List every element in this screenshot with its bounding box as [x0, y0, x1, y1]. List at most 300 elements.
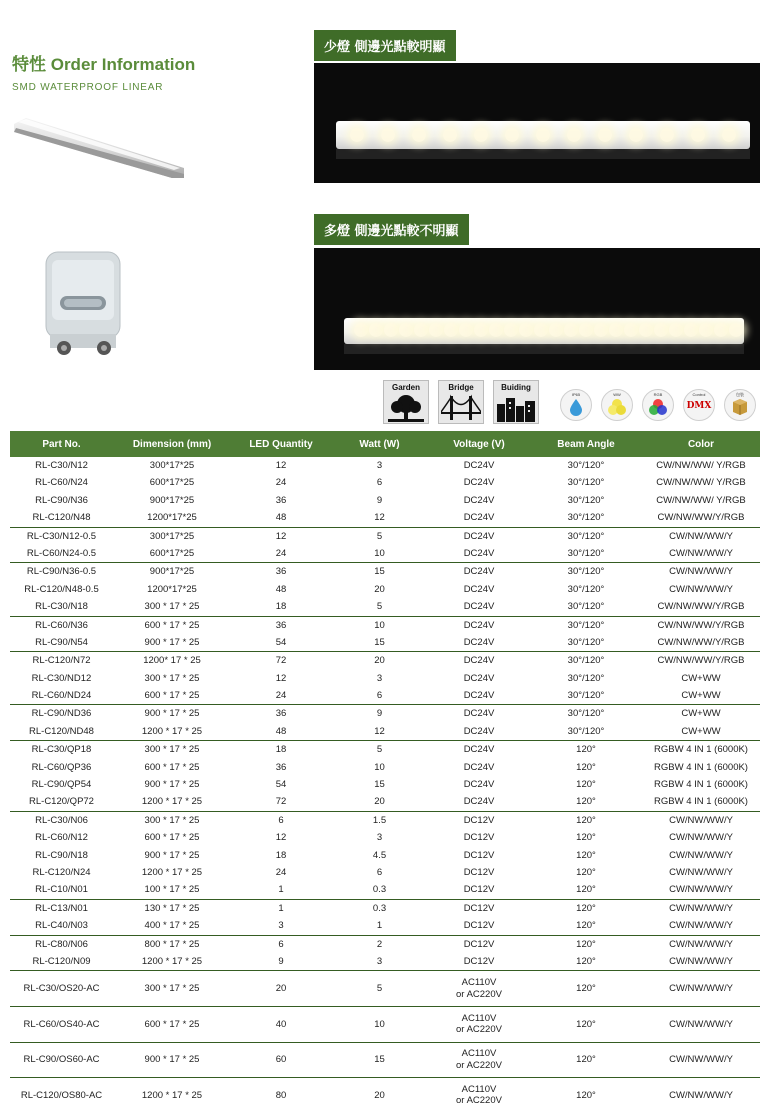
table-cell: 30°/120° — [567, 477, 605, 489]
led-glow — [399, 323, 413, 337]
column-header: Watt (W) — [331, 431, 428, 457]
table-cell: 600*17*25 — [149, 547, 195, 559]
table-cell: CW/NW/WW/ Y/RGB — [656, 494, 746, 506]
table-cell: 30°/120° — [530, 616, 642, 634]
table-cell: 6 — [376, 866, 383, 878]
table-cell: 36 — [275, 761, 287, 773]
led-glow — [598, 128, 612, 142]
table-cell: 120° — [576, 884, 596, 896]
led-glow — [699, 323, 713, 337]
table-cell: CW/NW/WW/Y/RGB — [657, 512, 745, 524]
table-cell: 0.3 — [372, 884, 387, 896]
table-row — [10, 634, 760, 652]
table-cell: 120° — [530, 811, 642, 829]
table-cell: CW/NW/WW/Y — [669, 955, 733, 967]
table-cell: 1.5 — [331, 811, 428, 829]
table-cell: 80 — [231, 1078, 331, 1113]
table-cell: DC24V — [463, 547, 495, 559]
table-cell: 3 — [376, 955, 383, 967]
table-cell: 6 — [376, 477, 383, 489]
table-cell: 1 — [376, 920, 383, 932]
product-subtitle: SMD WATERPROOF LINEAR — [12, 82, 164, 93]
many-leds-photo — [314, 248, 760, 370]
table-cell: RL-C90/N54 — [35, 636, 88, 648]
table-cell: 15 — [331, 1042, 428, 1078]
table-cell: 120° — [530, 1006, 642, 1042]
table-cell: 600 * 17 * 25 — [113, 1006, 231, 1042]
table-cell: 130 * 17 * 25 — [113, 899, 231, 917]
ww-color-icon: WW — [601, 389, 633, 421]
table-cell: 24 — [275, 547, 287, 559]
table-cell: 48 — [275, 583, 287, 595]
table-cell: 54 — [275, 779, 287, 791]
table-cell: 120° — [576, 761, 596, 773]
table-cell: 600 * 17 * 25 — [144, 761, 200, 773]
table-row — [10, 935, 760, 953]
table-cell: 1200* 17 * 25 — [113, 652, 231, 670]
table-cell: 300*17*25 — [149, 460, 195, 471]
table-cell: 10 — [331, 616, 428, 634]
table-cell: 72 — [231, 652, 331, 670]
table-cell: CW+WW — [681, 725, 721, 737]
table-cell: RL-C120/N48 — [32, 512, 91, 524]
table-cell: RL-C60/N24-0.5 — [26, 547, 97, 559]
table-row — [10, 971, 760, 1007]
table-cell: CW+WW — [681, 672, 721, 684]
table-cell: 100 * 17 * 25 — [144, 884, 200, 896]
table-cell: 1200*17*25 — [147, 583, 197, 595]
table-cell: 9 — [331, 705, 428, 723]
table-cell: RGBW 4 IN 1 (6000K) — [654, 761, 748, 773]
table-cell: 36 — [231, 563, 331, 581]
table-cell: 120° — [530, 899, 642, 917]
table-cell: RL-C60/N24 — [35, 477, 88, 489]
table-row — [10, 847, 760, 864]
table-cell: RL-C13/N01 — [10, 899, 113, 917]
application-garden: Garden — [383, 380, 429, 424]
table-cell: 36 — [275, 494, 287, 506]
table-row — [10, 1006, 760, 1042]
table-cell: 5 — [331, 971, 428, 1007]
table-cell: RL-C90/N36-0.5 — [10, 563, 113, 581]
table-row — [10, 864, 760, 881]
table-cell: 10 — [331, 1006, 428, 1042]
table-cell: 5 — [376, 601, 383, 613]
table-cell: 30°/120° — [530, 652, 642, 670]
photo-label-few-leds: 少燈 側邊光點較明顯 — [314, 30, 456, 61]
table-cell: 300 * 17 * 25 — [113, 811, 231, 829]
table-cell: DC24V — [463, 672, 495, 684]
table-cell: RGBW 4 IN 1 (6000K) — [642, 741, 760, 759]
column-header: Dimension (mm) — [113, 431, 231, 457]
table-cell: CW/NW/WW/Y — [669, 920, 733, 932]
table-cell: 4.5 — [372, 849, 387, 861]
table-cell: DC24V — [463, 761, 495, 773]
table-cell: 15 — [374, 779, 385, 791]
table-row — [10, 899, 760, 917]
table-cell: 20 — [374, 583, 385, 595]
table-row — [10, 545, 760, 563]
led-glow — [639, 323, 653, 337]
table-cell: 120° — [576, 920, 596, 932]
table-cell: 900*17*25 — [113, 563, 231, 581]
column-header: Part No. — [10, 431, 113, 457]
table-cell: CW/NW/WW/ Y/RGB — [656, 460, 746, 471]
table-cell: DC24V — [463, 460, 495, 471]
led-glow — [669, 323, 683, 337]
table-cell: RL-C90/OS60-AC — [10, 1042, 113, 1078]
table-cell: RL-C60/N12 — [35, 832, 88, 844]
table-cell: 24 — [275, 866, 287, 878]
table-cell: CW/NW/WW/Y — [642, 1006, 760, 1042]
table-cell: CW/NW/WW/Y — [642, 563, 760, 581]
led-glow — [504, 323, 518, 337]
table-row — [10, 1078, 760, 1113]
table-cell: 6 — [231, 811, 331, 829]
table-cell: RL-C120/N09 — [32, 955, 91, 967]
table-cell: 900 * 17 * 25 — [113, 1042, 231, 1078]
table-row — [10, 776, 760, 793]
table-cell: RL-C30/N12-0.5 — [10, 527, 113, 545]
table-cell: DC24V — [463, 779, 495, 791]
table-cell: 10 — [374, 547, 385, 559]
table-cell: 900 * 17 * 25 — [144, 779, 200, 791]
led-glow — [714, 323, 728, 337]
table-cell: CW/NW/WW/Y — [669, 884, 733, 896]
led-glow — [549, 323, 563, 337]
table-row — [10, 811, 760, 829]
table-cell: RL-C120/N48-0.5 — [24, 583, 99, 595]
table-cell: CW/NW/WW/Y — [669, 583, 733, 595]
table-cell: 900 * 17 * 25 — [113, 705, 231, 723]
table-cell: 2 — [331, 935, 428, 953]
table-row — [10, 616, 760, 634]
table-cell: 30°/120° — [567, 460, 605, 471]
led-glow — [505, 128, 519, 142]
table-cell: CW/NW/WW/Y — [642, 811, 760, 829]
table-cell: 1200 * 17 * 25 — [141, 725, 203, 737]
table-cell: DC24V — [463, 583, 495, 595]
rgb-color-icon: RGB — [642, 389, 674, 421]
tube-base — [344, 344, 744, 354]
table-row — [10, 670, 760, 687]
table-cell: 120° — [530, 935, 642, 953]
table-cell: 120° — [530, 1042, 642, 1078]
table-cell: 30°/120° — [567, 690, 605, 702]
table-cell: 15 — [374, 636, 385, 648]
table-cell: 5 — [331, 527, 428, 545]
led-glow — [536, 128, 550, 142]
table-cell: 30°/120° — [567, 601, 605, 613]
bridge-icon — [441, 394, 481, 422]
table-cell: RL-C90/ND36 — [10, 705, 113, 723]
table-row — [10, 598, 760, 616]
column-header: Voltage (V) — [428, 431, 530, 457]
table-cell: 24 — [275, 477, 287, 489]
led-glow — [412, 128, 426, 142]
table-cell: RL-C30/ND12 — [31, 672, 92, 684]
led-glow — [489, 323, 503, 337]
table-cell: 1200 * 17 * 25 — [113, 1078, 231, 1113]
table-cell: CW/NW/WW/Y — [642, 1042, 760, 1078]
table-cell: 300 * 17 * 25 — [113, 741, 231, 759]
table-cell: 6 — [376, 690, 383, 702]
table-cell: RL-C90/N18 — [35, 849, 88, 861]
led-glow — [474, 128, 488, 142]
table-row — [10, 953, 760, 971]
table-cell: 1 — [231, 899, 331, 917]
led-glow — [381, 128, 395, 142]
table-cell: 900 * 17 * 25 — [144, 636, 200, 648]
table-cell: DC12V — [463, 866, 495, 878]
table-cell: 5 — [331, 741, 428, 759]
table-cell: 30°/120° — [567, 547, 605, 559]
table-cell: AC110V or AC220V — [428, 1078, 530, 1113]
table-cell: DC12V — [463, 849, 495, 861]
table-cell: DC24V — [428, 563, 530, 581]
table-row — [10, 881, 760, 899]
table-cell: 48 — [275, 725, 287, 737]
table-cell: 3 — [376, 832, 383, 844]
table-cell: RL-C120/N72 — [10, 652, 113, 670]
table-cell: DC12V — [463, 955, 495, 967]
table-cell: 120° — [576, 832, 596, 844]
table-cell: 30°/120° — [567, 583, 605, 595]
table-cell: 6 — [231, 935, 331, 953]
table-cell: 120° — [530, 741, 642, 759]
table-cell: 300*17*25 — [113, 527, 231, 545]
table-cell: 3 — [278, 920, 284, 932]
led-glow — [594, 323, 608, 337]
table-cell: RL-C60/QP36 — [31, 761, 92, 773]
led-glow — [414, 323, 428, 337]
table-cell: 12 — [374, 512, 385, 524]
table-cell: 120° — [576, 849, 596, 861]
table-cell: 30°/120° — [567, 512, 605, 524]
table-cell: 18 — [231, 741, 331, 759]
table-cell: 60 — [231, 1042, 331, 1078]
table-row — [10, 457, 760, 474]
table-cell: 120° — [530, 971, 642, 1007]
table-row — [10, 759, 760, 776]
table-cell: 40 — [231, 1006, 331, 1042]
table-cell: RL-C30/N12 — [35, 460, 88, 471]
led-glow — [691, 128, 705, 142]
table-cell: 18 — [275, 849, 287, 861]
table-cell: 120° — [576, 796, 596, 808]
table-cell: RL-C60/N36 — [10, 616, 113, 634]
table-cell: DC24V — [463, 690, 495, 702]
table-cell: CW/NW/WW/Y — [642, 971, 760, 1007]
table-cell: 800 * 17 * 25 — [113, 935, 231, 953]
table-cell: 9 — [278, 955, 284, 967]
table-row — [10, 563, 760, 581]
spec-table — [10, 431, 760, 1113]
table-cell: 1 — [278, 884, 284, 896]
table-cell: AC110V or AC220V — [428, 971, 530, 1007]
table-row — [10, 492, 760, 509]
table-cell: DC12V — [463, 920, 495, 932]
table-cell: 36 — [231, 616, 331, 634]
table-cell: 600 * 17 * 25 — [144, 690, 200, 702]
table-cell: 54 — [275, 636, 287, 648]
led-glow — [684, 323, 698, 337]
table-cell: 36 — [231, 705, 331, 723]
led-glow — [459, 323, 473, 337]
table-cell: DC24V — [463, 796, 495, 808]
table-cell: DC24V — [463, 636, 495, 648]
table-cell: DC24V — [428, 527, 530, 545]
led-glow — [474, 323, 488, 337]
led-glow — [654, 323, 668, 337]
table-cell: DC24V — [463, 725, 495, 737]
led-glow — [624, 323, 638, 337]
table-cell: 15 — [331, 563, 428, 581]
table-cell: 20 — [331, 652, 428, 670]
table-cell: 30°/120° — [530, 705, 642, 723]
table-cell: 300 * 17 * 25 — [144, 601, 200, 613]
table-cell: 600 * 17 * 25 — [144, 832, 200, 844]
led-glow — [722, 128, 736, 142]
table-cell: DC24V — [463, 601, 495, 613]
table-cell: 120° — [576, 866, 596, 878]
table-cell: RL-C40/N03 — [35, 920, 88, 932]
end-cap-product-image — [42, 248, 124, 360]
table-cell: DC24V — [428, 652, 530, 670]
table-cell: 1200 * 17 * 25 — [141, 796, 203, 808]
table-row — [10, 581, 760, 598]
table-cell: CW/NW/WW/Y/RGB — [657, 601, 745, 613]
table-cell: 900 * 17 * 25 — [144, 849, 200, 861]
table-cell: RGBW 4 IN 1 (6000K) — [654, 779, 748, 791]
table-cell: 30°/120° — [567, 494, 605, 506]
table-cell: CW+WW — [642, 705, 760, 723]
table-cell: 300 * 17 * 25 — [144, 672, 200, 684]
table-cell: 1200 * 17 * 25 — [141, 955, 203, 967]
table-cell: RL-C30/QP18 — [10, 741, 113, 759]
table-cell: 3 — [376, 672, 383, 684]
table-cell: CW/NW/WW/Y — [642, 1078, 760, 1113]
led-glow — [564, 323, 578, 337]
table-cell: CW/NW/WW/ Y/RGB — [656, 477, 746, 489]
table-cell: CW/NW/WW/Y — [642, 899, 760, 917]
table-row — [10, 509, 760, 527]
led-glow — [350, 128, 364, 142]
table-cell: RL-C30/N06 — [10, 811, 113, 829]
table-cell: 400 * 17 * 25 — [144, 920, 200, 932]
table-cell: 1200*17*25 — [147, 512, 197, 524]
table-cell: CW/NW/WW/Y/RGB — [657, 636, 745, 648]
table-cell: RL-C90/QP54 — [31, 779, 92, 791]
table-cell: RL-C10/N01 — [35, 884, 88, 896]
led-glow — [354, 323, 368, 337]
table-cell: RL-C80/N06 — [10, 935, 113, 953]
table-cell: 30°/120° — [530, 527, 642, 545]
led-glow — [579, 323, 593, 337]
led-glow — [429, 323, 443, 337]
led-glow — [519, 323, 533, 337]
table-cell: 12 — [374, 725, 385, 737]
table-row — [10, 723, 760, 741]
table-cell: DC12V — [428, 811, 530, 829]
table-cell: CW/NW/WW/Y — [669, 832, 733, 844]
table-cell: CW+WW — [681, 690, 721, 702]
table-cell: RL-C90/N36 — [35, 494, 88, 506]
page-title: 特性 Order Information — [12, 55, 196, 74]
table-cell: CW/NW/WW/Y — [669, 849, 733, 861]
tube-base — [336, 149, 750, 159]
table-cell: CW/NW/WW/Y — [642, 935, 760, 953]
table-cell: DC24V — [428, 616, 530, 634]
table-cell: DC12V — [428, 899, 530, 917]
column-header: LED Quantity — [231, 431, 331, 457]
garden-tree-icon — [386, 394, 426, 422]
led-glow — [534, 323, 548, 337]
table-cell: 30°/120° — [567, 725, 605, 737]
led-glow — [729, 323, 743, 337]
table-cell: DC12V — [463, 832, 495, 844]
table-cell: 9 — [376, 494, 383, 506]
table-cell: 12 — [275, 672, 287, 684]
table-cell: 120° — [576, 955, 596, 967]
table-cell: 3 — [376, 460, 383, 471]
table-cell: RL-C60/OS40-AC — [10, 1006, 113, 1042]
table-row — [10, 652, 760, 670]
few-leds-photo — [314, 63, 760, 183]
table-row — [10, 793, 760, 811]
table-cell: RL-C120/QP72 — [29, 796, 94, 808]
table-cell: 72 — [275, 796, 287, 808]
table-cell: DC24V — [428, 741, 530, 759]
table-row — [10, 741, 760, 759]
led-glow — [384, 323, 398, 337]
package-box-icon: 包裝 — [724, 389, 756, 421]
table-cell: 900*17*25 — [149, 494, 195, 506]
table-cell: 12 — [231, 527, 331, 545]
table-cell: 300 * 17 * 25 — [113, 971, 231, 1007]
led-glow — [660, 128, 674, 142]
table-cell: RGBW 4 IN 1 (6000K) — [654, 796, 748, 808]
table-cell: 0.3 — [331, 899, 428, 917]
table-cell: DC12V — [463, 884, 495, 896]
table-cell: CW/NW/WW/Y/RGB — [642, 616, 760, 634]
table-cell: RL-C30/OS20-AC — [10, 971, 113, 1007]
table-cell: AC110V or AC220V — [428, 1042, 530, 1078]
led-glow — [443, 128, 457, 142]
table-cell: 600 * 17 * 25 — [113, 616, 231, 634]
table-cell: 20 — [331, 1078, 428, 1113]
led-glow — [629, 128, 643, 142]
table-cell: 12 — [275, 832, 287, 844]
table-cell: 30°/120° — [567, 636, 605, 648]
table-header-row — [10, 431, 760, 457]
table-cell: 12 — [275, 460, 287, 471]
table-cell: 48 — [275, 512, 287, 524]
table-cell: RL-C120/OS80-AC — [10, 1078, 113, 1113]
table-cell: DC24V — [463, 512, 495, 524]
table-cell: AC110V or AC220V — [428, 1006, 530, 1042]
table-cell: DC12V — [428, 935, 530, 953]
table-row — [10, 917, 760, 935]
table-cell: 120° — [576, 779, 596, 791]
led-glow — [609, 323, 623, 337]
table-cell: CW/NW/WW/Y — [669, 866, 733, 878]
table-cell: 20 — [231, 971, 331, 1007]
led-glow — [444, 323, 458, 337]
table-cell: 120° — [530, 1078, 642, 1113]
table-cell: CW/NW/WW/Y — [669, 547, 733, 559]
ip-water-drop-icon: IP65 — [560, 389, 592, 421]
